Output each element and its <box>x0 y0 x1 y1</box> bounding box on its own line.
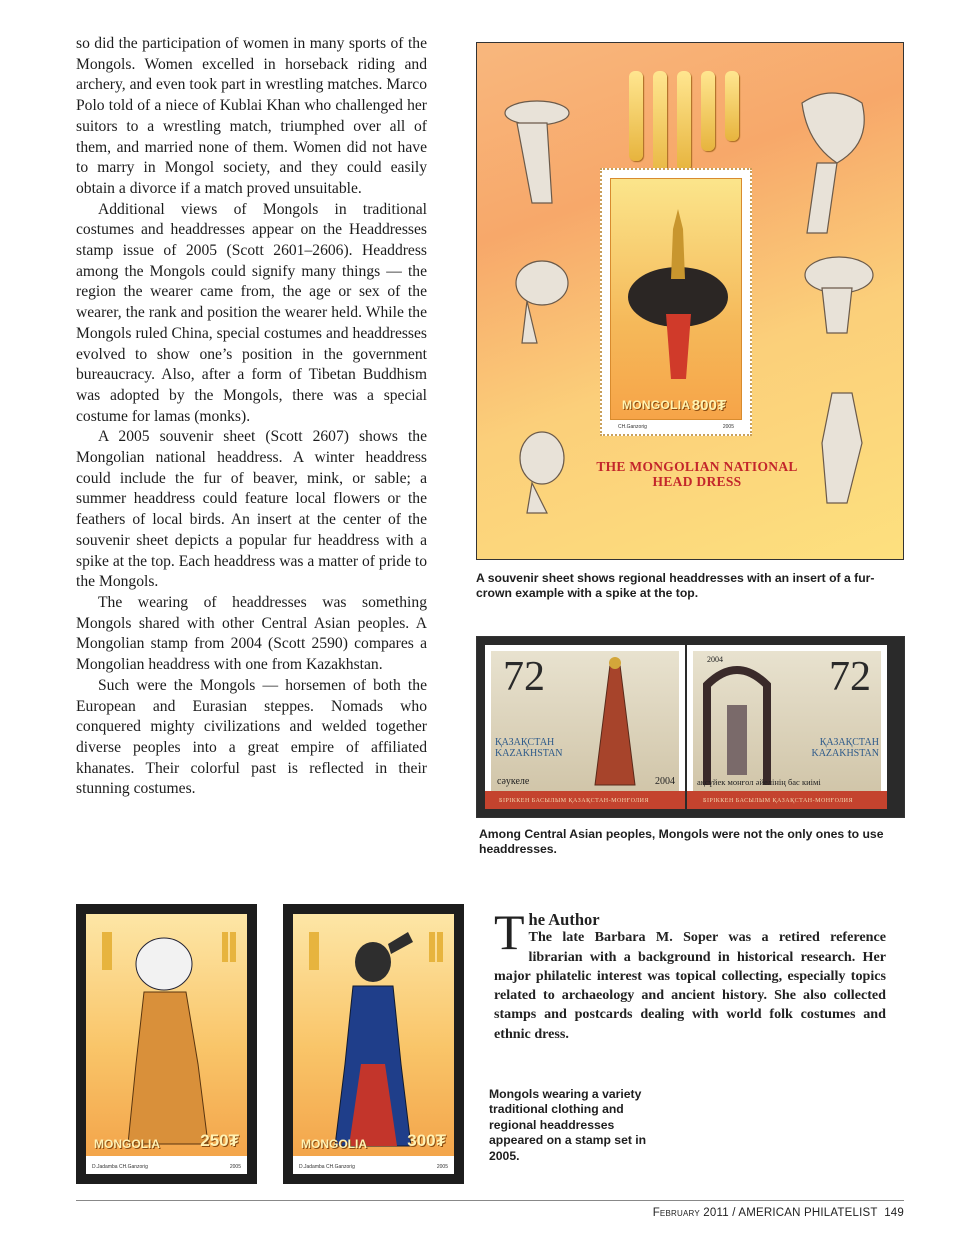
kazakh-stamp-left <box>485 645 685 809</box>
hat-illustration <box>520 432 564 484</box>
ribbon-illustration <box>807 163 837 233</box>
article-paragraph: The wearing of headdresses was something Mongols shared with other Central Asian peoples. A Mongolian stamp from 2004 (Scott 2590) compares a Mongolian headdress with one from Kazakhstan. <box>76 593 427 674</box>
country-latin: KAZAKHSTAN <box>495 748 563 759</box>
insert-year: 2005 <box>722 424 734 430</box>
souvenir-sheet-title <box>567 459 827 489</box>
insert-artwork <box>610 178 742 420</box>
stamp-country: MONGOLIA <box>301 1137 367 1151</box>
article-paragraph: Additional views of Mongols in traditional costumes and headdresses appear on the Headdresses stamp issue of 2005 (Scott 2601–2606). Headdress among the Mongols could signify many things — the region the wearer came from, the age or sex of the wearer, the rank and position the wearer held. While the Mongols ruled China, special costumes and headdresses evolved to show one’s position in the government bureaucracy. Also, after a form of Tibetan Buddhism was adopted by the Mongols, there was a special costume for lamas (monks). <box>76 200 427 425</box>
author-heading: he Author <box>528 910 600 929</box>
insert-country-label: MONGOLIA <box>622 398 691 412</box>
country-cyrillic: ҚАЗАҚСТАН <box>819 737 879 748</box>
souvenir-sheet-caption: A souvenir sheet shows regional headdresses with an insert of a fur-crown example with a spike at the top. <box>476 571 875 601</box>
article-paragraph: A 2005 souvenir sheet (Scott 2607) shows the Mongolian national headdress. A winter headdress could include the fur of beaver, mink, or sable; a summer headdress could feature local flowers or the feathers of local birds. An insert at the center of the souvenir sheet depicts a popular fur headdress with a spike at the top. Each headdress was a matter of pride to the Mongols. <box>76 428 427 591</box>
sheet-title-line: HEAD DRESS <box>652 474 742 489</box>
mongol-figure-illustration <box>293 914 454 1156</box>
hat-illustration <box>822 393 862 503</box>
stamp-credit: D.Jadamba CH.Ganzorig <box>92 1164 148 1170</box>
stamp-artwork <box>86 914 247 1156</box>
stamp-value: 72 <box>503 654 545 700</box>
kazakh-stamp-right <box>687 645 887 809</box>
article-paragraph: so did the participation of women in many sports of the Mongols. Women excelled in horseback riding and archery, and even took part in wrestling matches. Marco Polo told of a niece of Kublai Khan who challenged her suitors to a wrestling match, triumphed over all of them, and married none of them. Women did not have to marry in Mongol society, and they could easily obtain a divorce if a match proved unsuitable. <box>76 35 427 197</box>
ribbon-illustration <box>517 123 552 203</box>
stamp-value: 250₮ <box>200 1131 239 1150</box>
kazakhstan-mongolia-stamp-pair <box>476 636 905 818</box>
strip-text: БІРІККЕН БАСЫЛЫМ ҚАЗАҚСТАН-МОНҒОЛИЯ <box>703 798 854 804</box>
page-footer <box>653 1207 904 1219</box>
page-number: 149 <box>884 1207 904 1219</box>
ribbon-illustration <box>822 288 852 333</box>
stamp-250-tugrik <box>76 904 257 1184</box>
hat-illustration <box>802 93 864 163</box>
stamp-country: MONGOLIA <box>94 1137 160 1151</box>
stamp-value: 72 <box>829 654 871 700</box>
country-latin: KAZAKHSTAN <box>811 748 879 759</box>
hat-illustration <box>516 261 568 305</box>
author-bio-text: The late Barbara M. Soper was a retired reference librarian with a background in historical research. Her major philatelic interest was topical collecting, especially topics related to archaeology and ancient history. She also collected stamps and postcards dealing with world folk costumes and ethnic dress. <box>494 929 886 1042</box>
stamp-set-caption: Mongols wearing a variety traditional clothing and regional headdresses appeared on a stamp set in 2005. <box>489 1087 647 1163</box>
stamp-credit: D.Jadamba CH.Ganzorig <box>299 1164 355 1170</box>
strip-text: БІРІККЕН БАСЫЛЫМ ҚАЗАҚСТАН-МОНҒОЛИЯ <box>499 798 650 804</box>
author-bio <box>494 904 886 1044</box>
mongol-figure-illustration <box>86 914 247 1156</box>
footer-rule <box>76 1200 904 1201</box>
hat-illustration <box>505 101 569 125</box>
fur-headdress-illustration <box>611 179 745 423</box>
stamp-year: 2004 <box>707 655 723 664</box>
headdress-name: ақсүйек монғол әйелінің бас киімі <box>697 777 821 787</box>
stamp-value: 300₮ <box>407 1131 446 1150</box>
article-text-column <box>76 34 427 800</box>
footer-publication: 2011 / AMERICAN PHILATELIST <box>703 1207 878 1219</box>
stamp-year: 2004 <box>655 776 675 787</box>
author-dropcap: T <box>494 904 525 960</box>
footer-month: February <box>652 1207 700 1219</box>
stamp-300-tugrik <box>283 904 464 1184</box>
stamp-year: 2005 <box>229 1164 241 1170</box>
ribbon-illustration <box>522 301 537 343</box>
country-name <box>811 737 879 759</box>
souvenir-sheet-insert-stamp <box>600 168 752 436</box>
souvenir-sheet-image <box>476 42 904 560</box>
country-cyrillic: ҚАЗАҚСТАН <box>495 737 555 748</box>
country-name <box>495 737 563 759</box>
kazakh-pair-caption: Among Central Asian peoples, Mongols were not the only ones to use headdresses. <box>479 827 884 857</box>
stamp-artwork <box>293 914 454 1156</box>
ribbon-illustration <box>527 483 547 513</box>
stamp-year: 2005 <box>436 1164 448 1170</box>
sheet-title-line: THE MONGOLIAN NATIONAL <box>596 459 798 474</box>
headdress-name: сәукеле <box>497 776 530 787</box>
insert-value-label: 800₮ <box>691 397 726 414</box>
article-paragraph: Such were the Mongols — horsemen of both the European and Eurasian steppes. Nomads who conquered mighty civilizations and welded together diverse peoples into a great empire of affiliated khanates. Their colorful past is reflected in their stunning costumes. <box>76 676 427 798</box>
insert-credit: CH.Ganzorig <box>618 424 647 430</box>
